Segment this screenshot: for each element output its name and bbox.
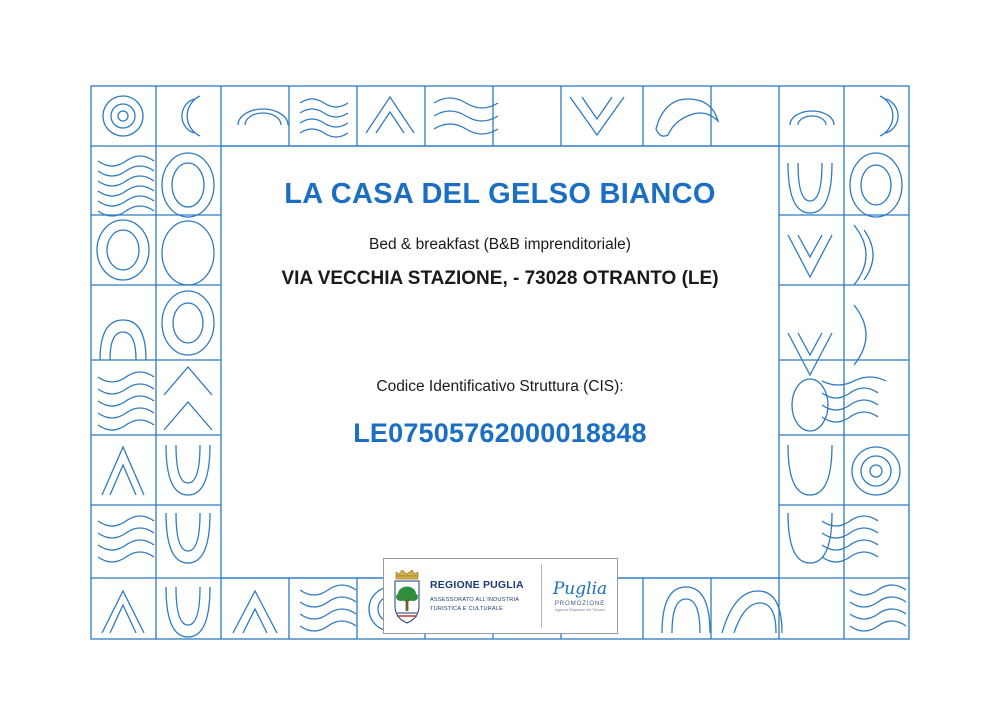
regione-name: REGIONE PUGLIA <box>430 579 524 592</box>
cis-code: LE07505762000018848 <box>353 417 647 448</box>
puglia-wordmark: Puglia <box>552 578 608 599</box>
regione-department-line1: ASSESSORATO ALL'INDUSTRIA <box>430 597 520 604</box>
regione-puglia-crest-icon <box>390 566 424 626</box>
puglia-tagline: Agenzia Regionale del Turismo <box>555 607 605 612</box>
structure-category: Bed & breakfast (B&B imprenditoriale) <box>369 235 631 253</box>
puglia-promozione-label: PROMOZIONE <box>554 599 606 607</box>
cis-label: Codice Identificativo Struttura (CIS): <box>376 377 624 395</box>
regione-department-line2: TURISTICA E CULTURALE <box>430 605 504 612</box>
puglia-promozione-logo <box>549 578 611 612</box>
certificate-content <box>222 147 778 577</box>
structure-address: VIA VECCHIA STAZIONE, - 73028 OTRANTO (LE) <box>281 267 719 289</box>
regione-text-block <box>430 579 534 612</box>
page-title: LA CASA DEL GELSO BIANCO <box>284 178 716 210</box>
logo-divider <box>541 564 542 628</box>
regione-puglia-logo-box <box>383 558 618 634</box>
certificate-card <box>90 85 910 640</box>
